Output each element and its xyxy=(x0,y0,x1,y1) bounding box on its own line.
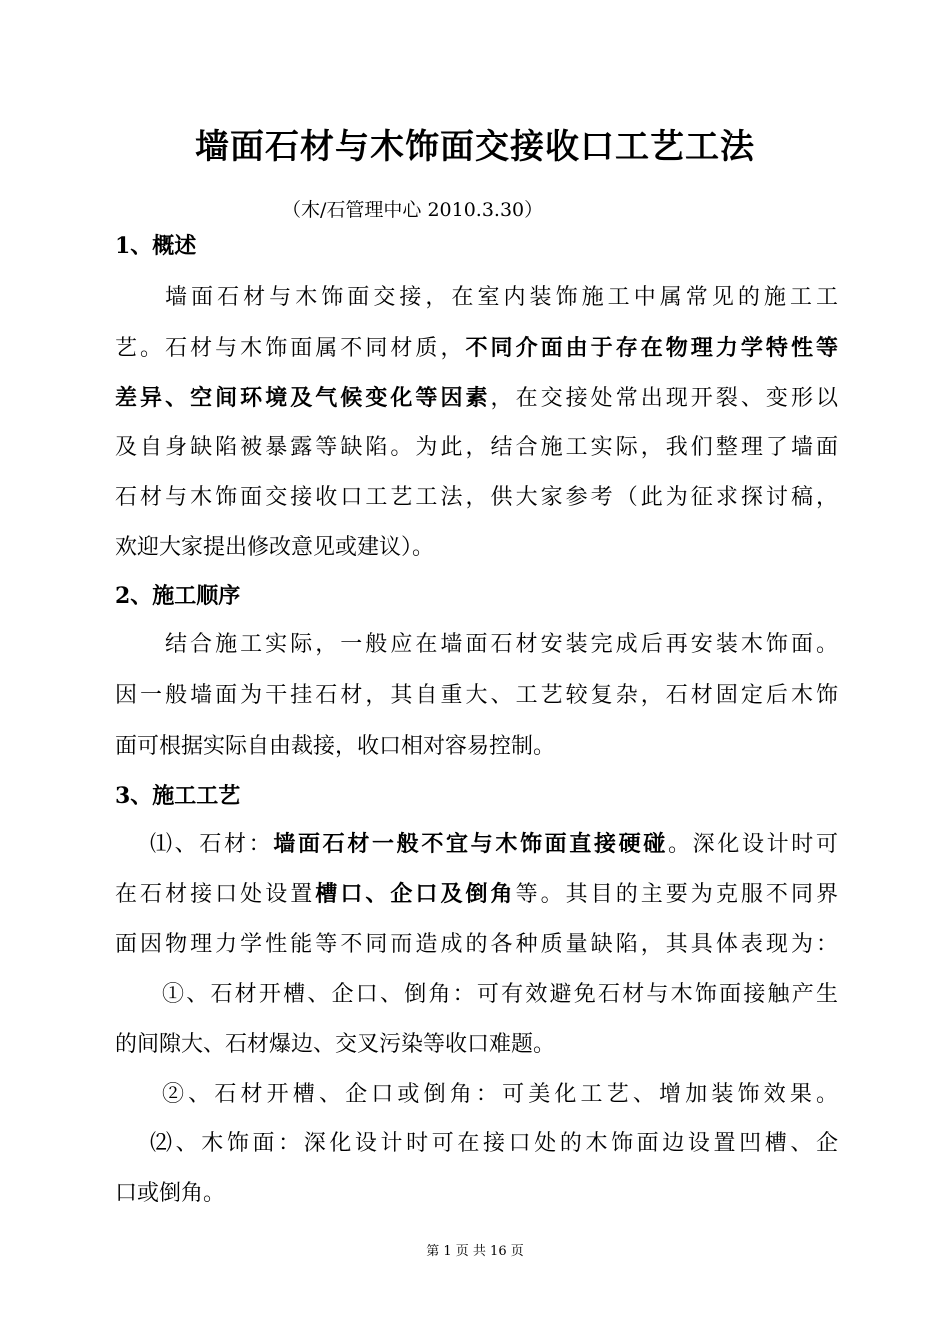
section-heading-overview: 1、概述 xyxy=(115,233,197,259)
paragraph-line: ②、石材开槽、企口或倒角：可美化工艺、增加装饰效果。 xyxy=(162,1082,838,1107)
section-heading-process: 3、施工工艺 xyxy=(115,783,241,809)
document-title: 墙面石材与木饰面交接收口工艺工法 xyxy=(195,127,755,167)
emphasis-text: 差异、空间环境及气候变化等因素 xyxy=(115,385,491,411)
paragraph-line: ⑵、木饰面：深化设计时可在接口处的木饰面边设置凹槽、企 xyxy=(150,1131,838,1156)
paragraph-line: 的间隙大、石材爆边、交叉污染等收口难题。 xyxy=(115,1032,556,1057)
paragraph-line: 面可根据实际自由裁接，收口相对容易控制。 xyxy=(115,734,556,759)
paragraph-line: 艺。石材与木饰面属不同材质，不同介面由于存在物理力学特性等 xyxy=(115,335,838,361)
paragraph-line: 欢迎大家提出修改意见或建议）。 xyxy=(115,535,435,560)
section-heading-sequence: 2、施工顺序 xyxy=(115,583,241,609)
paragraph-line: ①、石材开槽、企口、倒角：可有效避免石材与木饰面接触产生 xyxy=(162,982,838,1007)
paragraph-line: 结合施工实际，一般应在墙面石材安装完成后再安装木饰面。 xyxy=(165,632,838,657)
paragraph-line: 石材与木饰面交接收口工艺工法，供大家参考（此为征求探讨稿， xyxy=(115,485,838,510)
paragraph-line: 因一般墙面为干挂石材，其自重大、工艺较复杂，石材固定后木饰 xyxy=(115,683,838,708)
paragraph-line: ⑴、石材：墙面石材一般不宜与木饰面直接硬碰。深化设计时可 xyxy=(150,831,838,857)
emphasis-text: 不同介面由于存在物理力学特性等 xyxy=(465,335,838,361)
paragraph-line: 在石材接口处设置槽口、企口及倒角等。其目的主要为克服不同界 xyxy=(115,881,838,907)
paragraph-line: 墙面石材与木饰面交接，在室内装饰施工中属常见的施工工 xyxy=(165,285,838,310)
document-subtitle: （木/石管理中心 2010.3.30） xyxy=(282,199,544,221)
page-footer: 第 1 页 共 16 页 xyxy=(426,1244,524,1259)
paragraph-line: 口或倒角。 xyxy=(115,1181,226,1206)
paragraph-line: 面因物理力学性能等不同而造成的各种质量缺陷，其具体表现为： xyxy=(115,932,838,957)
emphasis-text: 墙面石材一般不宜与木饰面直接硬碰 xyxy=(273,831,668,857)
paragraph-line: 差异、空间环境及气候变化等因素，在交接处常出现开裂、变形以 xyxy=(115,385,838,411)
paragraph-line: 及自身缺陷被暴露等缺陷。为此，结合施工实际，我们整理了墙面 xyxy=(115,435,838,460)
emphasis-text: 槽口、企口及倒角 xyxy=(315,881,516,907)
